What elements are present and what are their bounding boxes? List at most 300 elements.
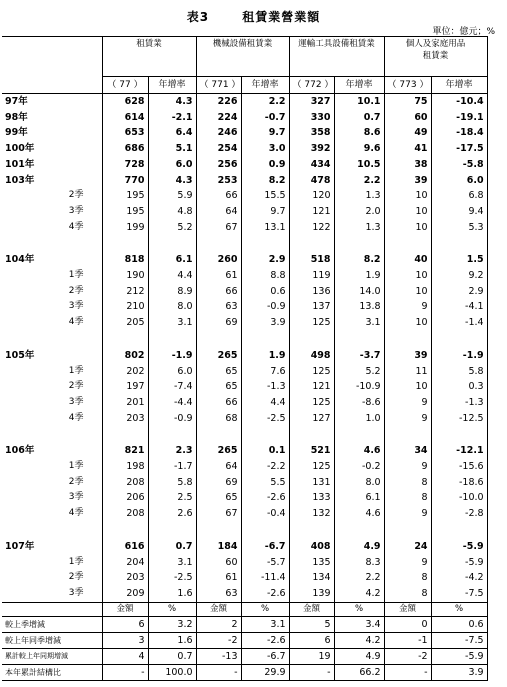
amount-cell: 195 <box>102 204 148 220</box>
spacer-row <box>2 331 487 348</box>
row-label: 4季 <box>68 317 84 328</box>
growth-cell: -0.9 <box>241 299 289 315</box>
growth-cell: 9.7 <box>241 125 289 141</box>
growth-cell: -2.8 <box>431 506 487 522</box>
growth-cell: 9.6 <box>334 141 384 157</box>
amount-cell: 358 <box>289 125 334 141</box>
growth-cell: 10.5 <box>334 157 384 173</box>
quarter-row <box>2 411 487 427</box>
percent-cell: -2.6 <box>241 632 289 648</box>
percent-cell: 0.7 <box>148 648 196 664</box>
growth-cell: -1.9 <box>431 348 487 364</box>
summary-row <box>2 648 487 664</box>
summary-label: 較上年同季增減 <box>2 632 102 648</box>
summary-label: 較上季增減 <box>2 616 102 632</box>
growth-cell: 5.2 <box>148 220 196 236</box>
spacer-cell <box>241 426 289 443</box>
amount-cell: 392 <box>289 141 334 157</box>
spacer-cell <box>241 522 289 539</box>
growth-cell: 9.4 <box>431 204 487 220</box>
amount-cell: 75 <box>384 94 431 110</box>
growth-cell: 3.1 <box>148 315 196 331</box>
percent-cell: 100.0 <box>148 664 196 680</box>
year-row <box>2 252 487 268</box>
amount-cell: 0 <box>384 616 431 632</box>
growth-cell: 1.5 <box>431 252 487 268</box>
amount-cell: 498 <box>289 348 334 364</box>
growth-cell: 4.8 <box>148 204 196 220</box>
quarter-row <box>2 555 487 571</box>
amount-cell: 5 <box>289 616 334 632</box>
footer-subheader: % <box>431 602 487 616</box>
amount-cell: 208 <box>102 506 148 522</box>
amount-cell: 686 <box>102 141 148 157</box>
unit-note: 單位：億元；% <box>432 27 495 37</box>
amount-cell: 61 <box>196 570 241 586</box>
summary-label: 本年累計結構比 <box>2 664 102 680</box>
amount-cell: 134 <box>289 570 334 586</box>
growth-cell: 2.2 <box>334 570 384 586</box>
amount-cell: 2 <box>196 616 241 632</box>
footer-subheader-row <box>2 602 487 616</box>
amount-cell: 125 <box>289 395 334 411</box>
amount-cell: 69 <box>196 475 241 491</box>
growth-cell: 5.1 <box>148 141 196 157</box>
quarter-row <box>2 220 487 236</box>
growth-cell: -5.7 <box>241 555 289 571</box>
growth-cell: 4.6 <box>334 443 384 459</box>
amount-cell: 61 <box>196 268 241 284</box>
growth-cell: 8.8 <box>241 268 289 284</box>
growth-cell: 13.1 <box>241 220 289 236</box>
year-row <box>2 173 487 189</box>
amount-cell: 131 <box>289 475 334 491</box>
quarter-row <box>2 268 487 284</box>
growth-cell: -0.4 <box>241 506 289 522</box>
amount-cell: 224 <box>196 110 241 126</box>
growth-cell: 8.2 <box>241 173 289 189</box>
group-header-77 <box>102 37 196 77</box>
growth-cell: -19.1 <box>431 110 487 126</box>
amount-cell: 10 <box>384 220 431 236</box>
growth-cell: -15.6 <box>431 459 487 475</box>
growth-cell: 3.0 <box>241 141 289 157</box>
amount-cell: 39 <box>384 173 431 189</box>
amount-cell: 40 <box>384 252 431 268</box>
row-label: 4季 <box>68 412 84 423</box>
amount-cell: 208 <box>102 475 148 491</box>
group-label: 機械設備租賃業 <box>212 39 273 49</box>
growth-cell: 8.0 <box>334 475 384 491</box>
row-label: 98年 <box>5 111 28 123</box>
row-label: 3季 <box>68 396 84 407</box>
spacer-cell <box>148 331 196 348</box>
spacer-cell <box>384 331 431 348</box>
amount-cell: 653 <box>102 125 148 141</box>
amount-cell: 802 <box>102 348 148 364</box>
growth-cell: 6.0 <box>148 157 196 173</box>
growth-cell: 1.0 <box>334 411 384 427</box>
growth-cell: -7.5 <box>431 586 487 602</box>
growth-cell: 2.6 <box>148 506 196 522</box>
amount-cell: 203 <box>102 411 148 427</box>
growth-cell: 1.3 <box>334 188 384 204</box>
amount-cell: 202 <box>102 364 148 380</box>
amount-cell: 197 <box>102 379 148 395</box>
row-label: 4季 <box>68 221 84 232</box>
growth-cell: -11.4 <box>241 570 289 586</box>
spacer-cell <box>289 331 334 348</box>
amount-cell: 9 <box>384 299 431 315</box>
spacer-cell <box>431 331 487 348</box>
amount-cell: 614 <box>102 110 148 126</box>
growth-cell: -2.6 <box>241 586 289 602</box>
amount-cell: 136 <box>289 284 334 300</box>
growth-cell: 4.6 <box>334 506 384 522</box>
amount-cell: 60 <box>384 110 431 126</box>
growth-cell: 4.9 <box>334 539 384 555</box>
percent-cell: 4.9 <box>334 648 384 664</box>
row-label: 1季 <box>68 270 84 281</box>
amount-cell: 119 <box>289 268 334 284</box>
code-771: （ 771 ） <box>196 77 241 94</box>
amount-cell: 254 <box>196 141 241 157</box>
row-label: 2季 <box>68 572 84 583</box>
amount-cell: 60 <box>196 555 241 571</box>
spacer-cell <box>289 426 334 443</box>
amount-cell: 265 <box>196 443 241 459</box>
amount-cell: 246 <box>196 125 241 141</box>
growth-cell: 13.8 <box>334 299 384 315</box>
header-corner-bottom <box>2 77 102 94</box>
percent-cell: 3.4 <box>334 616 384 632</box>
group-header-771 <box>196 37 289 77</box>
growth-cell: 0.9 <box>241 157 289 173</box>
amount-cell: 120 <box>289 188 334 204</box>
spacer-cell <box>148 522 196 539</box>
amount-cell: 8 <box>384 586 431 602</box>
growth-cell: 0.1 <box>241 443 289 459</box>
spacer-cell <box>2 235 102 252</box>
growth-cell: 4.3 <box>148 94 196 110</box>
row-label: 100年 <box>5 143 35 155</box>
amount-cell: 6 <box>102 616 148 632</box>
amount-cell: 265 <box>196 348 241 364</box>
row-label: 3季 <box>68 492 84 503</box>
spacer-cell <box>431 522 487 539</box>
amount-cell: 195 <box>102 188 148 204</box>
growth-cell: -18.4 <box>431 125 487 141</box>
growth-cell: 1.6 <box>148 586 196 602</box>
row-label: 2季 <box>68 381 84 392</box>
amount-cell: 34 <box>384 443 431 459</box>
amount-cell: 132 <box>289 506 334 522</box>
quarter-row <box>2 459 487 475</box>
spacer-cell <box>2 331 102 348</box>
amount-cell: 127 <box>289 411 334 427</box>
growth-cell: -1.3 <box>241 379 289 395</box>
amount-cell: 65 <box>196 379 241 395</box>
amount-cell: 226 <box>196 94 241 110</box>
amount-cell: 24 <box>384 539 431 555</box>
amount-cell: 133 <box>289 490 334 506</box>
amount-cell: 9 <box>384 506 431 522</box>
summary-row <box>2 664 487 680</box>
growth-cell: -1.4 <box>431 315 487 331</box>
spacer-cell <box>102 426 148 443</box>
growth-cell: 5.3 <box>431 220 487 236</box>
row-label: 1季 <box>68 365 84 376</box>
code-77: （ 77 ） <box>102 77 148 94</box>
amount-cell: 11 <box>384 364 431 380</box>
spacer-row <box>2 522 487 539</box>
amount-cell: 66 <box>196 395 241 411</box>
footer-subheader: 金額 <box>289 602 334 616</box>
spacer-cell <box>196 522 241 539</box>
quarter-row <box>2 299 487 315</box>
amount-cell: 19 <box>289 648 334 664</box>
rental-revenue-table <box>2 36 488 681</box>
quarter-row <box>2 570 487 586</box>
header-code-row <box>2 77 487 94</box>
amount-cell: 8 <box>384 475 431 491</box>
amount-cell: 434 <box>289 157 334 173</box>
growth-cell: -2.2 <box>241 459 289 475</box>
growth-cell: 3.1 <box>334 315 384 331</box>
growth-cell: -5.8 <box>431 157 487 173</box>
spacer-cell <box>148 235 196 252</box>
amount-cell: 330 <box>289 110 334 126</box>
table-title-line <box>0 8 507 25</box>
group-label: 租賃業 <box>136 39 162 49</box>
growth-cell: -12.1 <box>431 443 487 459</box>
growth-cell: 6.4 <box>148 125 196 141</box>
spacer-cell <box>102 235 148 252</box>
year-row <box>2 125 487 141</box>
growth-cell: 2.0 <box>334 204 384 220</box>
percent-cell: 29.9 <box>241 664 289 680</box>
growth-header: 年增率 <box>148 77 196 94</box>
amount-cell: 212 <box>102 284 148 300</box>
spacer-cell <box>2 426 102 443</box>
growth-cell: 2.9 <box>431 284 487 300</box>
percent-cell: 3.1 <box>241 616 289 632</box>
growth-cell: 2.2 <box>241 94 289 110</box>
amount-cell: 478 <box>289 173 334 189</box>
growth-cell: -8.6 <box>334 395 384 411</box>
growth-cell: 8.6 <box>334 125 384 141</box>
growth-cell: 10.1 <box>334 94 384 110</box>
growth-cell: -10.0 <box>431 490 487 506</box>
amount-cell: 121 <box>289 379 334 395</box>
row-label: 4季 <box>68 508 84 519</box>
spacer-cell <box>196 235 241 252</box>
amount-cell: 65 <box>196 490 241 506</box>
group-header-773 <box>384 37 487 77</box>
growth-cell: 2.2 <box>334 173 384 189</box>
growth-cell: -2.5 <box>241 411 289 427</box>
growth-cell: 1.9 <box>334 268 384 284</box>
growth-cell: -3.7 <box>334 348 384 364</box>
amount-cell: 770 <box>102 173 148 189</box>
amount-cell: 10 <box>384 315 431 331</box>
amount-cell: 818 <box>102 252 148 268</box>
growth-cell: 2.5 <box>148 490 196 506</box>
amount-cell: 327 <box>289 94 334 110</box>
amount-cell: 9 <box>384 395 431 411</box>
growth-cell: 1.9 <box>241 348 289 364</box>
growth-cell: 5.2 <box>334 364 384 380</box>
growth-cell: -12.5 <box>431 411 487 427</box>
amount-cell: 199 <box>102 220 148 236</box>
spacer-cell <box>431 426 487 443</box>
quarter-row <box>2 284 487 300</box>
growth-cell: 5.8 <box>148 475 196 491</box>
amount-cell: 66 <box>196 188 241 204</box>
amount-cell: 209 <box>102 586 148 602</box>
amount-cell: 10 <box>384 284 431 300</box>
amount-cell: 125 <box>289 315 334 331</box>
growth-cell: -0.7 <box>241 110 289 126</box>
footer-subheader: % <box>334 602 384 616</box>
footer-subheader: % <box>148 602 196 616</box>
growth-cell: 2.9 <box>241 252 289 268</box>
growth-cell: 4.4 <box>148 268 196 284</box>
group-header-772 <box>289 37 384 77</box>
growth-cell: -5.9 <box>431 539 487 555</box>
percent-cell: 3.2 <box>148 616 196 632</box>
year-row <box>2 141 487 157</box>
spacer-cell <box>289 235 334 252</box>
spacer-row <box>2 235 487 252</box>
amount-cell: 10 <box>384 268 431 284</box>
growth-cell: -5.9 <box>431 555 487 571</box>
footer-subheader: 金額 <box>196 602 241 616</box>
row-label: 3季 <box>68 205 84 216</box>
growth-cell: 5.8 <box>431 364 487 380</box>
growth-cell: 6.1 <box>334 490 384 506</box>
code-772: （ 772 ） <box>289 77 334 94</box>
year-row <box>2 539 487 555</box>
group-label: 個人及家庭用品 租賃業 <box>405 39 466 61</box>
growth-cell: 0.7 <box>148 539 196 555</box>
growth-cell: -4.2 <box>431 570 487 586</box>
amount-cell: 6 <box>289 632 334 648</box>
growth-cell: 14.0 <box>334 284 384 300</box>
growth-cell: -4.1 <box>431 299 487 315</box>
amount-cell: 67 <box>196 220 241 236</box>
growth-cell: 8.2 <box>334 252 384 268</box>
amount-cell: 67 <box>196 506 241 522</box>
amount-cell: 65 <box>196 364 241 380</box>
growth-cell: 8.0 <box>148 299 196 315</box>
amount-cell: 4 <box>102 648 148 664</box>
amount-cell: 628 <box>102 94 148 110</box>
amount-cell: 63 <box>196 586 241 602</box>
growth-cell: -18.6 <box>431 475 487 491</box>
amount-cell: 122 <box>289 220 334 236</box>
amount-cell: 205 <box>102 315 148 331</box>
year-row <box>2 443 487 459</box>
growth-cell: -6.7 <box>241 539 289 555</box>
growth-cell: -7.4 <box>148 379 196 395</box>
amount-cell: 68 <box>196 411 241 427</box>
quarter-row <box>2 364 487 380</box>
spacer-cell <box>102 522 148 539</box>
amount-cell: 190 <box>102 268 148 284</box>
growth-cell: 3.9 <box>241 315 289 331</box>
growth-cell: 8.3 <box>334 555 384 571</box>
amount-cell: 135 <box>289 555 334 571</box>
header-group-row <box>2 37 487 77</box>
amount-cell: 63 <box>196 299 241 315</box>
percent-cell: 1.6 <box>148 632 196 648</box>
amount-cell: 9 <box>384 459 431 475</box>
amount-cell: 69 <box>196 315 241 331</box>
amount-cell: 39 <box>384 348 431 364</box>
spacer-cell <box>241 331 289 348</box>
amount-cell: 125 <box>289 364 334 380</box>
table-title: 租賃業營業額 <box>242 10 321 24</box>
amount-cell: 518 <box>289 252 334 268</box>
growth-cell: -0.2 <box>334 459 384 475</box>
spacer-cell <box>289 522 334 539</box>
growth-cell: 9.7 <box>241 204 289 220</box>
footer-subheader: 金額 <box>384 602 431 616</box>
growth-cell: 9.2 <box>431 268 487 284</box>
spacer-cell <box>196 426 241 443</box>
amount-cell: -2 <box>384 648 431 664</box>
row-label: 1季 <box>68 556 84 567</box>
amount-cell: -1 <box>384 632 431 648</box>
code-773: （ 773 ） <box>384 77 431 94</box>
summary-row <box>2 632 487 648</box>
quarter-row <box>2 188 487 204</box>
amount-cell: 9 <box>384 555 431 571</box>
amount-cell: 64 <box>196 459 241 475</box>
group-label: 運輸工具設備租賃業 <box>298 39 375 49</box>
amount-cell: 616 <box>102 539 148 555</box>
growth-cell: 2.3 <box>148 443 196 459</box>
percent-cell: 4.2 <box>334 632 384 648</box>
growth-cell: 4.3 <box>148 173 196 189</box>
spacer-cell <box>196 331 241 348</box>
row-label: 3季 <box>68 587 84 598</box>
row-label: 2季 <box>68 476 84 487</box>
percent-cell: -7.5 <box>431 632 487 648</box>
amount-cell: -13 <box>196 648 241 664</box>
amount-cell: 184 <box>196 539 241 555</box>
amount-cell: 521 <box>289 443 334 459</box>
row-label: 1季 <box>68 461 84 472</box>
amount-cell: - <box>196 664 241 680</box>
table-body <box>2 37 487 681</box>
growth-cell: 4.2 <box>334 586 384 602</box>
row-label: 97年 <box>5 96 28 107</box>
amount-cell: 210 <box>102 299 148 315</box>
spacer-cell <box>431 235 487 252</box>
growth-cell: 15.5 <box>241 188 289 204</box>
spacer-cell <box>2 522 102 539</box>
growth-cell: -1.7 <box>148 459 196 475</box>
year-row <box>2 348 487 364</box>
footer-subheader: 金額 <box>102 602 148 616</box>
amount-cell: 256 <box>196 157 241 173</box>
spacer-cell <box>334 426 384 443</box>
amount-cell: 139 <box>289 586 334 602</box>
growth-cell: -4.4 <box>148 395 196 411</box>
summary-row <box>2 616 487 632</box>
